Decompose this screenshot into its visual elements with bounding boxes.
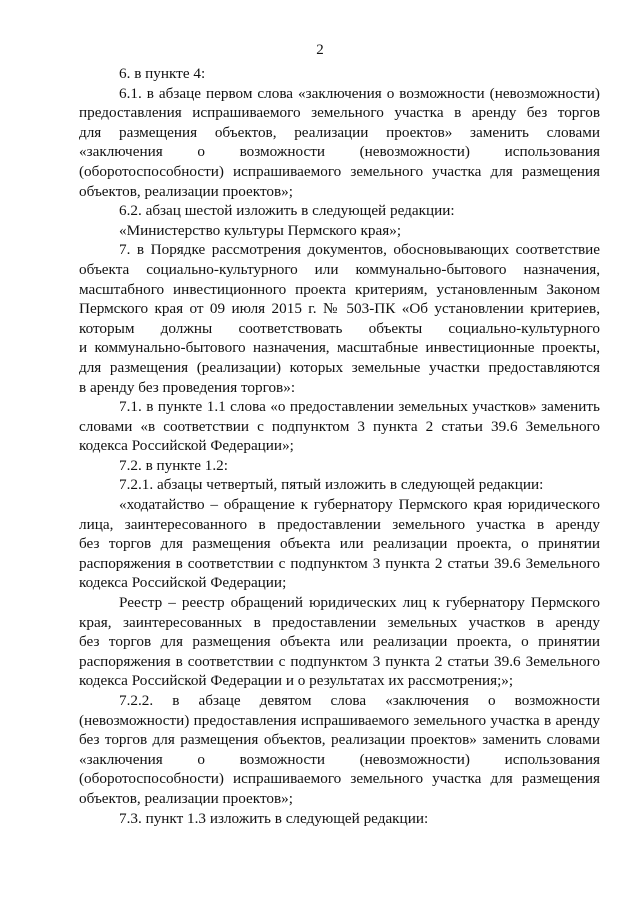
text-line: 7.2. в пункте 1.2: <box>119 456 228 474</box>
text-line: объектов, реализации проектов»; <box>79 182 293 200</box>
text-line: 6.2. абзац шестой изложить в следующей редакции: <box>119 202 455 220</box>
text-line: и коммунально-бытового назначения, масштабные инвестиционные проекты, <box>79 339 600 357</box>
text-line: для размещения (реализации) которых земельные участки предоставляются <box>79 358 600 376</box>
text-line: в аренду без проведения торгов»: <box>79 378 296 396</box>
text-line: без торгов для размещения объекта или реализации проекта, о принятии <box>79 535 600 553</box>
text-line: кодекса Российской Федерации и о результатах их рассмотрения;»; <box>79 672 514 690</box>
text-line: «Министерство культуры Пермского края»; <box>119 221 402 239</box>
text-line: объектов, реализации проектов»; <box>79 789 293 807</box>
document-body <box>79 64 600 828</box>
text-line: распоряжения в соответствии с подпунктом 3 пункта 2 статьи 39.6 Земельного <box>79 652 600 670</box>
text-line: края, заинтересованных в предоставлении земельных участков в аренду <box>79 613 600 631</box>
text-line: кодекса Российской Федерации; <box>79 574 287 592</box>
text-line: 6. в пункте 4: <box>119 65 206 82</box>
text-line: 6.1. в абзаце первом слова «заключения о возможности (невозможности) <box>119 84 600 102</box>
text-line: словами «в соответствии с подпунктом 3 пункта 2 статьи 39.6 Земельного <box>79 417 600 435</box>
text-line: распоряжения в соответствии с подпунктом 3 пункта 2 статьи 39.6 Земельного <box>79 554 600 572</box>
text-line: масштабного инвестиционного проекта критериям, установленным Законом <box>79 280 600 298</box>
text-line: Реестр – реестр обращений юридических лиц к губернатору Пермского <box>119 594 600 612</box>
text-line: «ходатайство – обращение к губернатору Пермского края юридического <box>119 496 600 514</box>
text-line: для размещения объектов, реализации проектов» заменить словами <box>79 123 600 141</box>
text-line: кодекса Российской Федерации»; <box>79 437 294 455</box>
text-line: 7. в Порядке рассмотрения документов, обосновывающих соответствие <box>119 241 600 259</box>
text-line: которым должны соответствовать объекты социально-культурного <box>79 319 600 337</box>
text-line: без торгов для размещения объекта или реализации проекта, о принятии <box>79 633 600 651</box>
text-line: лица, заинтересованного в предоставлении земельного участка в аренду <box>79 515 600 533</box>
text-line: 7.2.2. в абзаце девятом слова «заключения о возможности <box>119 692 600 709</box>
text-line: Пермского края от 09 июля 2015 г. № 503-ПК «Об установлении критериев, <box>79 300 600 318</box>
page-number: 2 <box>316 42 324 58</box>
text-line: «заключения о возможности (невозможности) использования <box>79 143 600 161</box>
text-line: 7.3. пункт 1.3 изложить в следующей редакции: <box>119 809 429 827</box>
text-line: 7.2.1. абзацы четвертый, пятый изложить в следующей редакции: <box>119 476 544 494</box>
text-line: без торгов для размещения объектов, реализации проектов» заменить словами <box>79 731 600 749</box>
text-line: (оборотоспособности) испрашиваемого земельного участка для размещения <box>79 162 600 180</box>
text-line: (оборотоспособности) испрашиваемого земельного участка для размещения <box>79 770 600 788</box>
text-line: объекта социально-культурного или коммунально-бытового назначения, <box>79 260 600 278</box>
text-line: предоставления испрашиваемого земельного участка в аренду без торгов <box>79 104 600 122</box>
text-line: (невозможности) предоставления испрашиваемого земельного участка в аренду <box>79 711 600 729</box>
text-line: «заключения о возможности (невозможности) использования <box>79 750 600 768</box>
text-line: 7.1. в пункте 1.1 слова «о предоставлении земельных участков» заменить <box>119 398 600 416</box>
